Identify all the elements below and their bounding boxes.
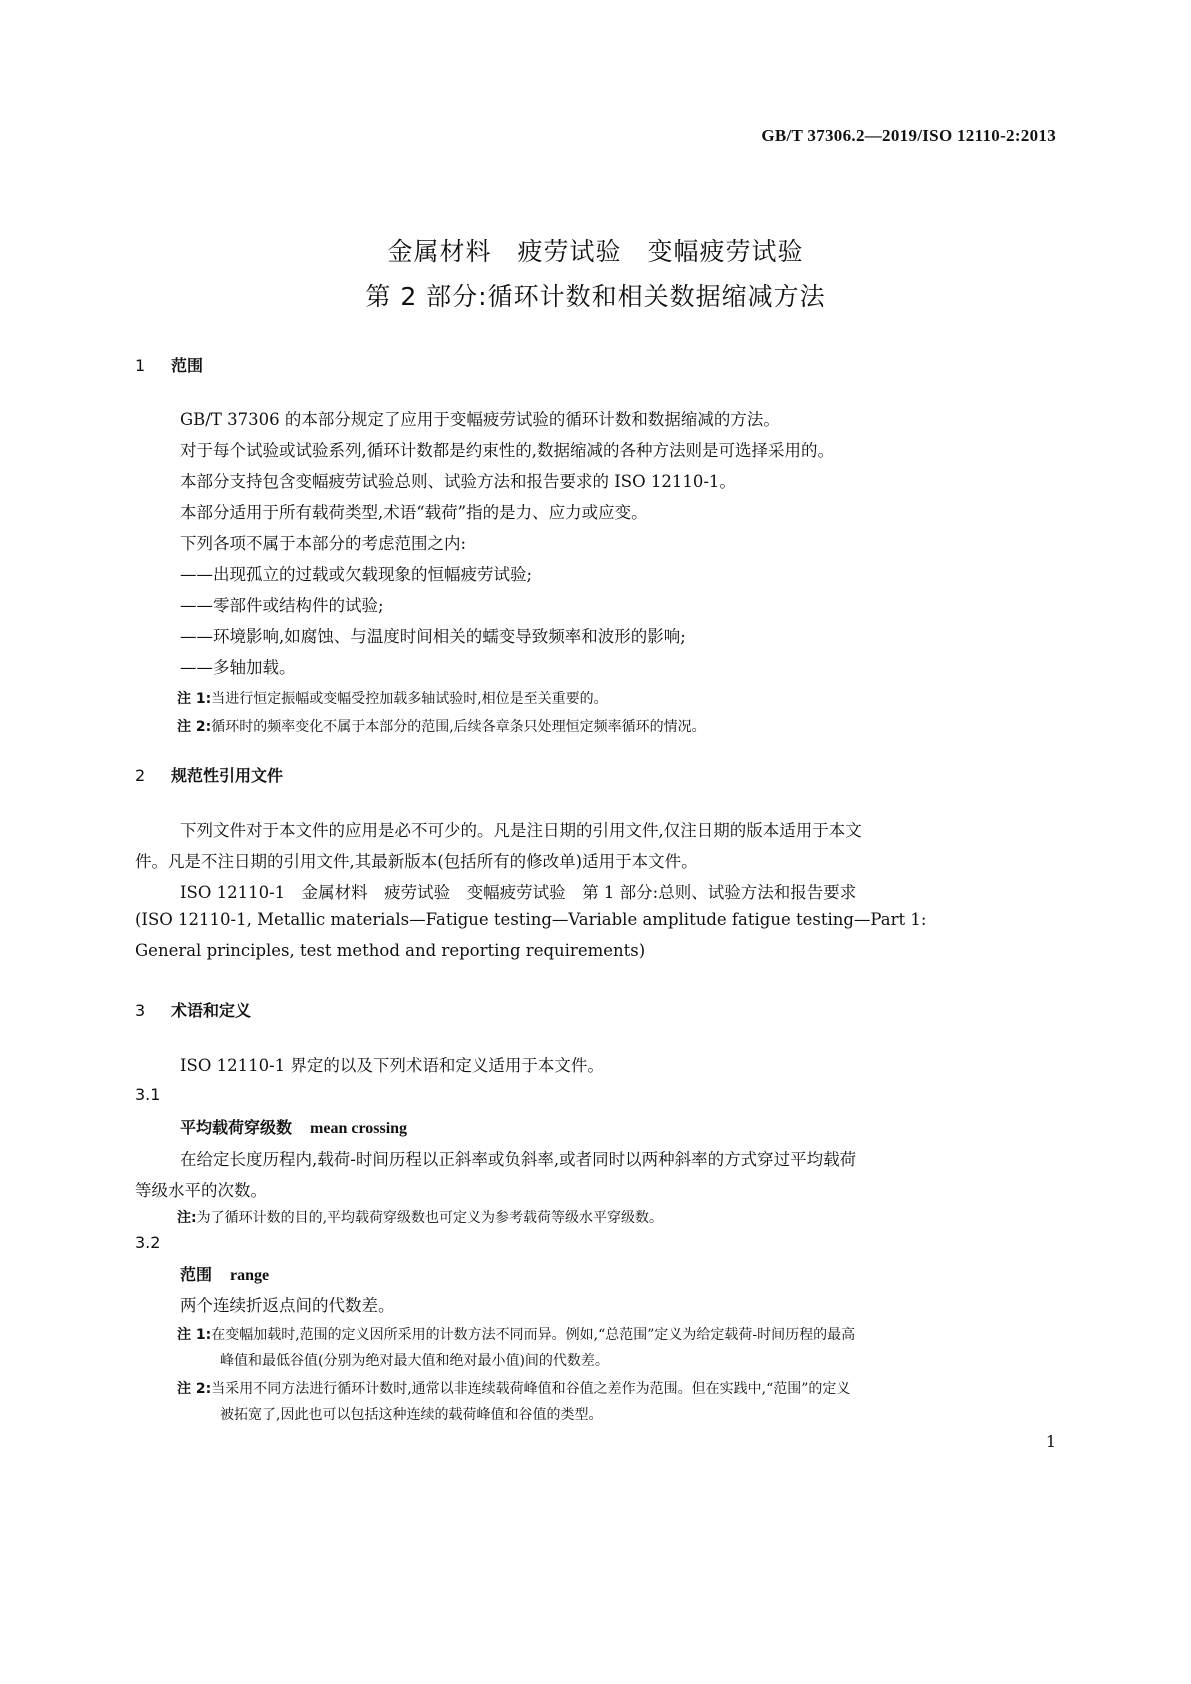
section-number: 3 — [135, 1001, 146, 1020]
term-english: range — [230, 1267, 270, 1284]
list-item: ——环境影响,如腐蚀、与温度时间相关的蠕变导致频率和波形的影响; — [180, 627, 686, 646]
note-label: 注 1: — [177, 691, 212, 707]
term-chinese: 平均载荷穿级数 — [180, 1118, 293, 1137]
note-continuation: 峰值和最低谷值(分别为绝对最大值和绝对最小值)间的代数差。 — [220, 1353, 609, 1369]
clause-number: 3.2 — [135, 1233, 161, 1252]
note — [177, 1378, 850, 1398]
reference: (ISO 12110-1, Metallic materials—Fatigue testing—Variable amplitude fatigue testing—Part 1: — [135, 910, 927, 929]
note-text: 当采用不同方法进行循环计数时,通常以非连续载荷峰值和谷值之差作为范围。但在实践中,“范围”的定义 — [211, 1381, 851, 1397]
note-label: 注 2: — [177, 719, 212, 735]
paragraph: ISO 12110-1 界定的以及下列术语和定义适用于本文件。 — [180, 1056, 604, 1075]
reference: General principles, test method and reporting requirements) — [135, 941, 646, 960]
paragraph: 下列文件对于本文件的应用是必不可少的。凡是注日期的引用文件,仅注日期的版本适用于本文 — [180, 821, 862, 840]
list-item: ——多轴加载。 — [180, 658, 296, 677]
note-label: 注 2: — [177, 1381, 212, 1397]
section-number: 2 — [135, 766, 146, 785]
section-title: 规范性引用文件 — [171, 766, 284, 785]
paragraph: 对于每个试验或试验系列,循环计数都是约束性的,数据缩减的各种方法则是可选择采用的。 — [180, 441, 834, 460]
note-label: 注 1: — [177, 1327, 212, 1343]
term-english: mean crossing — [310, 1120, 408, 1137]
definition: 两个连续折返点间的代数差。 — [180, 1296, 395, 1315]
definition: 在给定长度历程内,载荷-时间历程以正斜率或负斜率,或者同时以两种斜率的方式穿过平均载荷 — [180, 1150, 857, 1169]
note-label: 注: — [177, 1210, 197, 1226]
document-title-line1: 金属材料 疲劳试验 变幅疲劳试验 — [387, 237, 804, 266]
note-continuation: 被拓宽了,因此也可以包括这种连续的载荷峰值和谷值的类型。 — [220, 1407, 603, 1423]
paragraph: GB/T 37306 的本部分规定了应用于变幅疲劳试验的循环计数和数据缩减的方法。 — [180, 410, 780, 429]
section-title: 范围 — [171, 356, 204, 375]
standard-code: GB/T 37306.2—2019/ISO 12110-2:2013 — [761, 126, 1056, 145]
list-item: ——出现孤立的过载或欠载现象的恒幅疲劳试验; — [180, 565, 533, 584]
list-item: ——零部件或结构件的试验; — [180, 596, 384, 615]
section-3-heading — [135, 998, 251, 1021]
term-chinese: 范围 — [180, 1265, 213, 1284]
note-text: 在变幅加载时,范围的定义因所采用的计数方法不同而异。例如,“总范围”定义为给定载荷-时间历程的最高 — [211, 1327, 856, 1343]
term-entry — [180, 1115, 407, 1138]
note-text: 为了循环计数的目的,平均载荷穿级数也可定义为参考载荷等级水平穿级数。 — [196, 1210, 664, 1226]
reference: ISO 12110-1 金属材料 疲劳试验 变幅疲劳试验 第 1 部分:总则、试验方法和报告要求 — [180, 883, 857, 902]
term-entry — [180, 1262, 269, 1285]
section-title: 术语和定义 — [171, 1001, 252, 1020]
definition: 等级水平的次数。 — [135, 1181, 267, 1200]
document-title-line2: 第 2 部分:循环计数和相关数据缩减方法 — [365, 282, 826, 311]
section-1-heading — [135, 353, 203, 376]
section-number: 1 — [135, 356, 146, 375]
paragraph: 件。凡是不注日期的引用文件,其最新版本(包括所有的修改单)适用于本文件。 — [135, 852, 698, 871]
note-text: 循环时的频率变化不属于本部分的范围,后续各章条只处理恒定频率循环的情况。 — [211, 719, 706, 735]
note — [177, 1207, 663, 1227]
page-number: 1 — [1045, 1432, 1056, 1451]
note — [177, 688, 608, 708]
section-2-heading — [135, 763, 283, 786]
paragraph: 本部分支持包含变幅疲劳试验总则、试验方法和报告要求的 ISO 12110-1。 — [180, 472, 736, 491]
note — [177, 1324, 855, 1344]
note — [177, 716, 706, 736]
note-text: 当进行恒定振幅或变幅受控加载多轴试验时,相位是至关重要的。 — [211, 691, 608, 707]
paragraph: 本部分适用于所有载荷类型,术语“载荷”指的是力、应力或应变。 — [180, 503, 648, 522]
paragraph: 下列各项不属于本部分的考虑范围之内: — [180, 534, 467, 553]
clause-number: 3.1 — [135, 1085, 161, 1104]
